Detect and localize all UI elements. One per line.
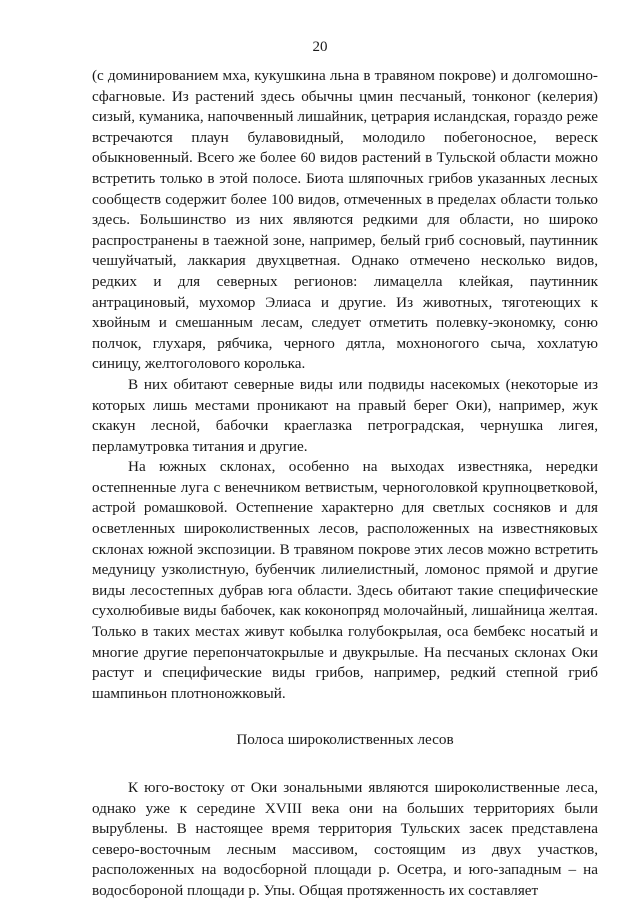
section-heading: Полоса широколиственных лесов bbox=[236, 731, 454, 749]
page-number: 20 bbox=[312, 39, 328, 55]
page-body bbox=[92, 66, 598, 902]
paragraph-southern-slopes: На южных склонах, особенно на выходах известняка, нередки остепненные луга с венечником ветвистым, черноголовкой крупноцветковой, астрой ромашковой. Остепнение характерно для светлых сосняков и для осветленных широколиственных лесов, расположенных на известняковых склонах южной экспозиции. В травяном покрове этих лесов можно встретить медуницу узколистную, бубенчик лилиелистный, ломонос прямой и другие виды лесостепных дубрав юга области. Здесь обитают такие специфические сухолюбивые виды бабочек, как коконопряд молочайный, лишайница желтая. Только в таких местах живут кобылка голубокрылая, оса бембекс носатый и многие другие перепончатокрылые и двукрылые. На песчаных склонах Оки растут и специфические виды грибов, например, редкий степной гриб шампиньон плотноножковый. bbox=[92, 458, 598, 702]
paragraph-insects: В них обитают северные виды или подвиды насекомых (некоторые из которых лишь местами проникают на правый берег Оки), например, жук скакун лесной, бабочки краеглазка петроградская, чернушка лигея, перламутровка титания и другие. bbox=[92, 375, 598, 455]
paragraph-continued: (с доминированием мха, кукушкина льна в травяном покрове) и долгомошно-сфагновые. Из растений здесь обычны цмин песчаный, тонконог (келерия) сизый, куманика, напочвенный лишайник, цетрария исландская, гораздо реже встречаются плаун булавовидный, молодило побегоносное, вереск обыкновенный. Всего же более 60 видов растений в Тульской области можно встретить только в этой полосе. Биота шляпочных грибов указанных лесных сообществ содержит более 100 видов, отмеченных в пределах области только здесь. Большинство из них являются редкими для области, но широко распространены в таежной зоне, например, белый гриб сосновый, паутинник чешуйчатый, лаккария двухцветная. Однако отмечено несколько видов, редких и для северных регионов: лимацелла клейкая, паутинник антрациновый, мухомор Элиаса и другие. Из животных, тяготеющих к хвойным и смешанным лесам, следует отметить полевку-экономку, соню полчок, глухаря, рябчика, черного дятла, мохноногого сыча, хохлатую синицу, желтоголового королька. bbox=[92, 67, 598, 373]
paragraph-broadleaf-forests: К юго-востоку от Оки зональными являются широколиственные леса, однако уже к середине XVIII века они на больших территориях были вырублены. В настоящее время территория Тульских засек представлена северо-восточным лесным массивом, состоящим из двух участков, расположенных на водосборной площади р. Осетра, и юго-западным – на водосбороной площади р. Упы. Общая протяженность их составляет bbox=[92, 779, 598, 899]
